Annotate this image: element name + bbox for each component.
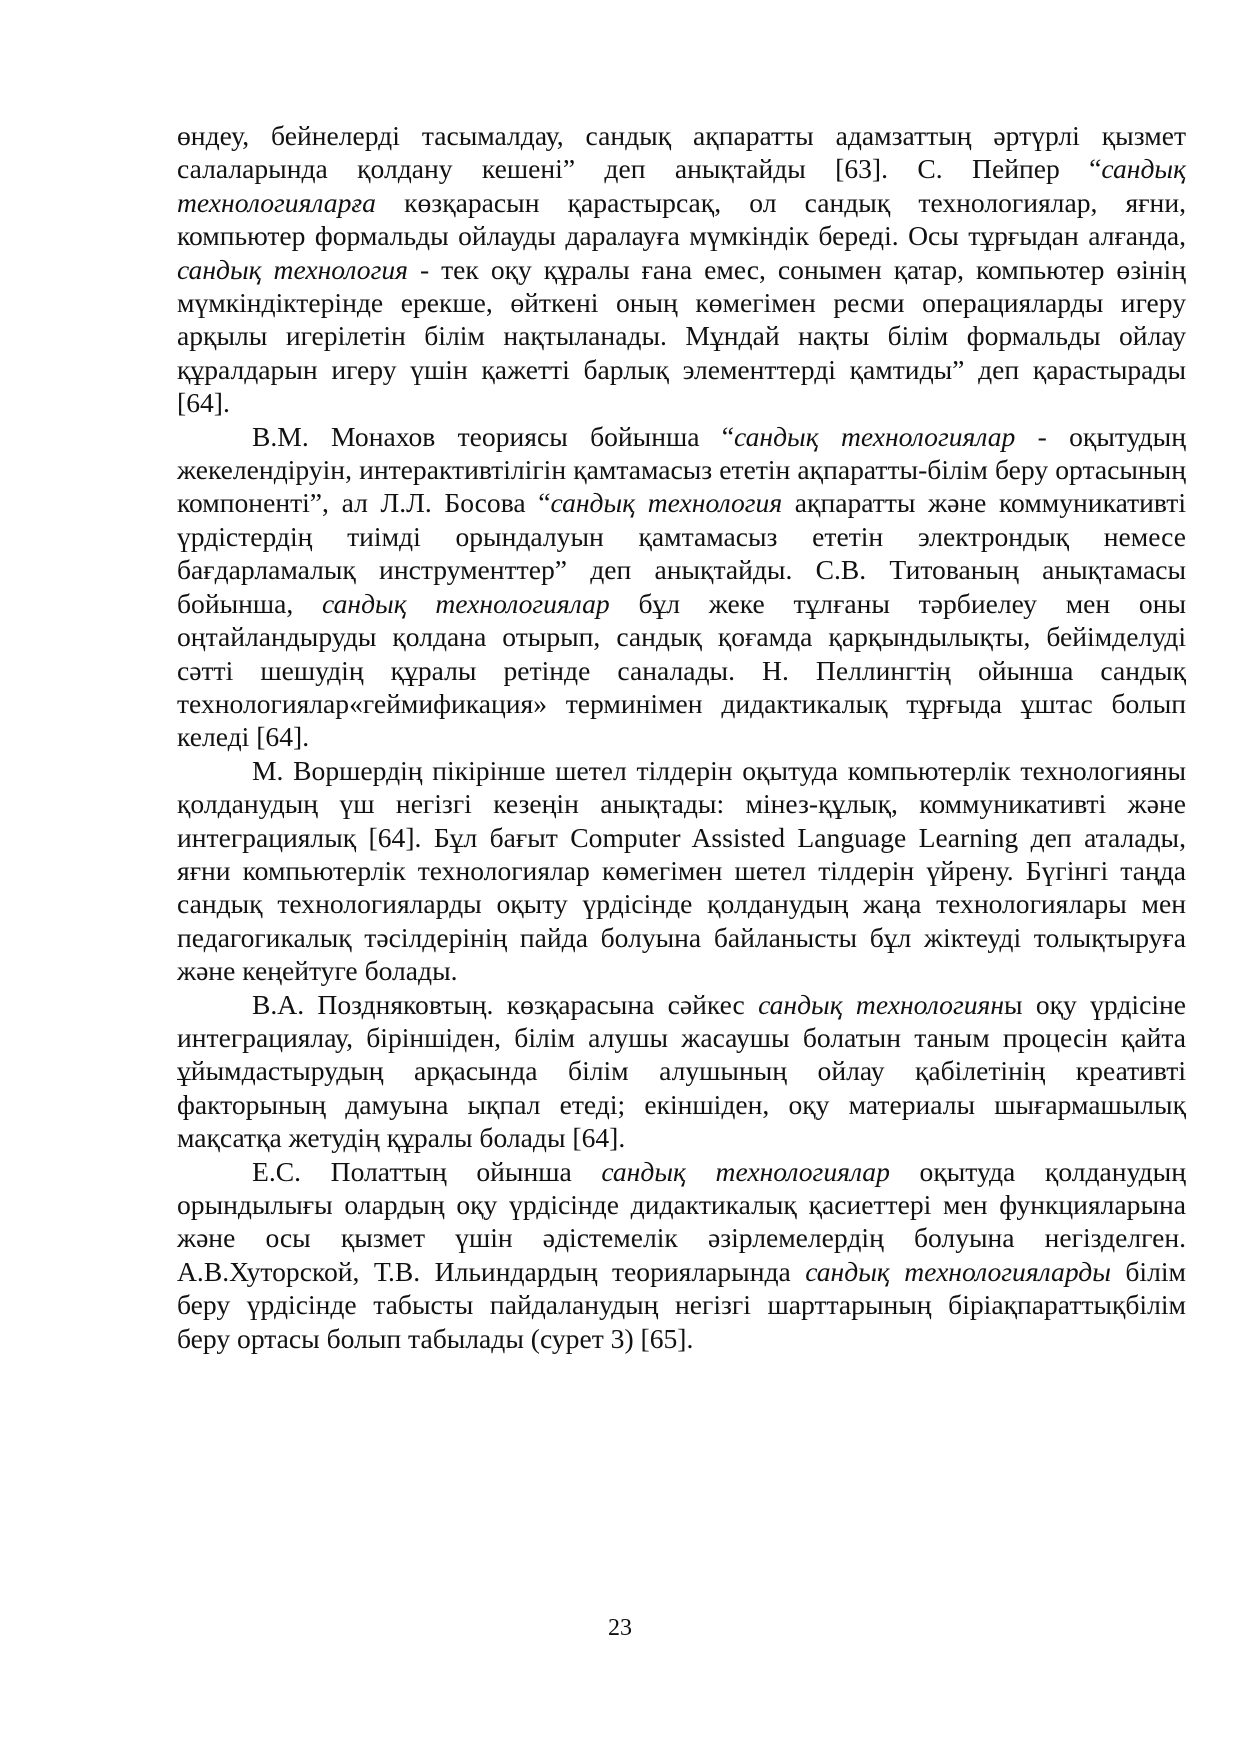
paragraph-5 [177, 1155, 1186, 1355]
italic-term: сандық технология [177, 253, 408, 285]
italic-term: сандық технология [550, 487, 783, 519]
paragraph-1 [177, 119, 1186, 420]
paragraph-4 [177, 988, 1186, 1155]
paragraph-2 [177, 420, 1186, 754]
text-segment: М. Воршердің пікірінше шетел тілдерін оқытуда компьютерлік технологияны қолданудың үш негізгі кезеңін анықтады: мінез-құлық, коммуникативті және интеграциялық [64]. Бұл бағыт Computer Assisted Language Learning деп аталады, яғни компьютерлік технологиялар көмегімен шетел тілдерін үйрену. Бүгінгі таңда сандық технологияларды оқыту үрдісінде қолданудың жаңа технологиялары мен педагогикалық тәсілдерінің пайда болуына байланысты бұл жіктеуді толықтыруға және кеңейтуге болады. [177, 754, 1186, 987]
text-segment: оқытуда қолданудың орындылығы олардың оқу үрдісінде дидактикалық қасиеттері мен функцияларына және осы қызмет үшін әдістемелік әзірлемелердің болуына негізделген. А.В.Хуторской, Т.В. Ильиндардың теорияларында [177, 1155, 1186, 1287]
text-segment: өндеу, бейнелерді тасымалдау, сандық ақпаратты адамзаттың әртүрлі қызмет салаларында қолдану кешені” деп анықтайды [63]. С. Пейпер “ [177, 120, 1186, 185]
page-number: 23 [608, 1615, 632, 1641]
text-segment: В.М. Монахов теориясы бойынша “ [252, 420, 735, 452]
italic-term: сандық технологияларды [805, 1255, 1111, 1287]
italic-term: сандық технологияларға [177, 153, 1186, 218]
text-segment: Е.С. Полаттың ойынша [252, 1155, 602, 1187]
italic-term: сандық технологиялар [734, 420, 1016, 452]
italic-term: сандық технологиялар [601, 1155, 890, 1187]
text-segment: - тек оқу құралы ғана емес, сонымен қатар, компьютер өзінің мүмкіндіктерінде ерекше, өйткені оның көмегімен ресми операцияларды игеру арқылы игерілетін білім нақтыланады. Мұндай нақты білім формальды ойлау құралдарын игеру үшін қажетті барлық элементтерді қамтиды” деп қарастырады [64]. [177, 253, 1186, 419]
text-segment: ы оқу үрдісіне интеграциялау, біріншіден, білім алушы жасаушы болатын таным процесін қайта ұйымдастырудың арқасында білім алушының ойлау қабілетінің креативті факторының дамуына ықпал етеді; екіншіден, оқу материалы шығармашылық мақсатқа жетудің құралы болады [64]. [177, 988, 1186, 1154]
italic-term: сандық технологиян [758, 988, 1005, 1020]
italic-term: сандық технологиялар [322, 587, 610, 619]
text-segment: бұл жеке тұлғаны тәрбиелеу мен оны оңтайландыруды қолдана отырып, сандық қоғамда қарқындылықты, бейімделуді сәтті шешудің құралы ретінде саналады. Н. Пеллингтің ойынша сандық технологиялар«геймификация» терминімен дидактикалық тұрғыда ұштас болып келеді [64]. [177, 587, 1186, 753]
text-segment: В.А. Поздняковтың. көзқарасына сәйкес [252, 988, 759, 1020]
text-segment: білім беру үрдісінде табысты пайдаланудың негізгі шарттарының біріақпараттықбілім беру ортасы болып табылады (сурет 3) [65]. [177, 1255, 1186, 1354]
text-segment: ақпаратты және коммуникативті үрдістердің тиімді орындалуын қамтамасыз ететін электрондық немесе бағдарламалық инструменттер” деп анықтайды. С.В. Титованың анықтамасы бойынша, [177, 487, 1186, 619]
paragraph-3 [177, 754, 1186, 988]
text-segment: - оқытудың жекелендіруін, интерактивтілігін қамтамасыз ететін ақпаратты-білім беру ортасының компоненті”, ал Л.Л. Босова “ [177, 420, 1186, 519]
text-segment: көзқарасын қарастырсақ, ол сандық технологиялар, яғни, компьютер формальды ойлауды даралауға мүмкіндік береді. Осы тұрғыдан алғанда, [177, 186, 1186, 252]
page-body [177, 119, 1186, 1355]
